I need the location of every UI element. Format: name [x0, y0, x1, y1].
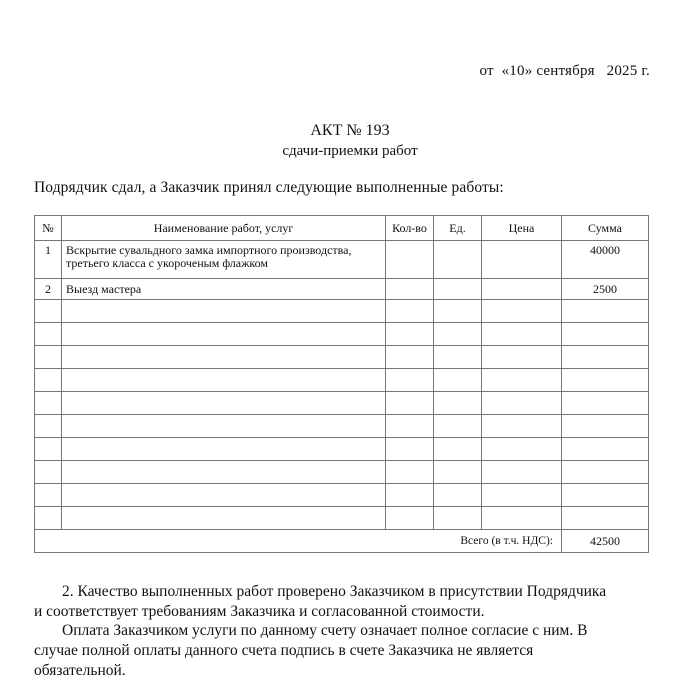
- paragraph-line: Оплата Заказчиком услуги по данному счету означает полное согласие с ним. В: [62, 622, 588, 639]
- row-num: 2: [35, 279, 62, 300]
- empty-row: [35, 461, 649, 484]
- empty-row: [35, 392, 649, 415]
- document-date: от «10» сентября 2025 г.: [479, 63, 650, 79]
- row-name-line: третьего класса с укороченым флажком: [66, 256, 268, 270]
- table-row: [35, 279, 649, 300]
- paragraph-line: 2. Качество выполненных работ проверено Заказчиком в присутствии Подрядчика: [62, 583, 607, 600]
- table-header-row: [35, 216, 649, 241]
- document-title: АКТ № 193: [310, 122, 390, 139]
- row-name-line: Вскрытие сувальдного замка импортного производства,: [66, 243, 352, 257]
- header-num: №: [35, 216, 62, 241]
- row-name: Выезд мастера: [62, 279, 386, 300]
- row-num: 1: [35, 241, 62, 279]
- paragraph-line: и соответствует требованиям Заказчика и согласованной стоимости.: [34, 603, 485, 620]
- quality-paragraph: [34, 582, 650, 622]
- header-unit: Ед.: [434, 216, 482, 241]
- document-subtitle: сдачи-приемки работ: [282, 143, 418, 159]
- works-table: [34, 215, 649, 553]
- row-unit: [434, 279, 482, 300]
- row-price: [482, 241, 562, 279]
- empty-row: [35, 415, 649, 438]
- row-qty: [386, 279, 434, 300]
- row-name: [62, 241, 386, 279]
- row-price: [482, 279, 562, 300]
- empty-row: [35, 323, 649, 346]
- header-name: Наименование работ, услуг: [62, 216, 386, 241]
- table-row: [35, 241, 649, 279]
- payment-paragraph: [34, 621, 650, 681]
- intro-text-content: Подрядчик сдал, а Заказчик принял следующие выполненные работы:: [34, 179, 504, 196]
- empty-row: [35, 507, 649, 530]
- header-price: Цена: [482, 216, 562, 241]
- empty-row: [35, 484, 649, 507]
- empty-row: [35, 369, 649, 392]
- empty-row: [35, 438, 649, 461]
- header-sum: Сумма: [562, 216, 649, 241]
- total-label: Всего (в т.ч. НДС):: [35, 530, 562, 553]
- intro-text: [34, 179, 504, 197]
- paragraph-line: обязательной.: [34, 662, 126, 679]
- header-qty: Кол-во: [386, 216, 434, 241]
- row-sum: 40000: [562, 241, 649, 279]
- paragraph-line: случае полной оплаты данного счета подпись в счете Заказчика не является: [34, 642, 534, 659]
- total-value: 42500: [562, 530, 649, 553]
- empty-row: [35, 300, 649, 323]
- row-unit: [434, 241, 482, 279]
- empty-row: [35, 346, 649, 369]
- row-sum: 2500: [562, 279, 649, 300]
- row-qty: [386, 241, 434, 279]
- total-row: [35, 530, 649, 553]
